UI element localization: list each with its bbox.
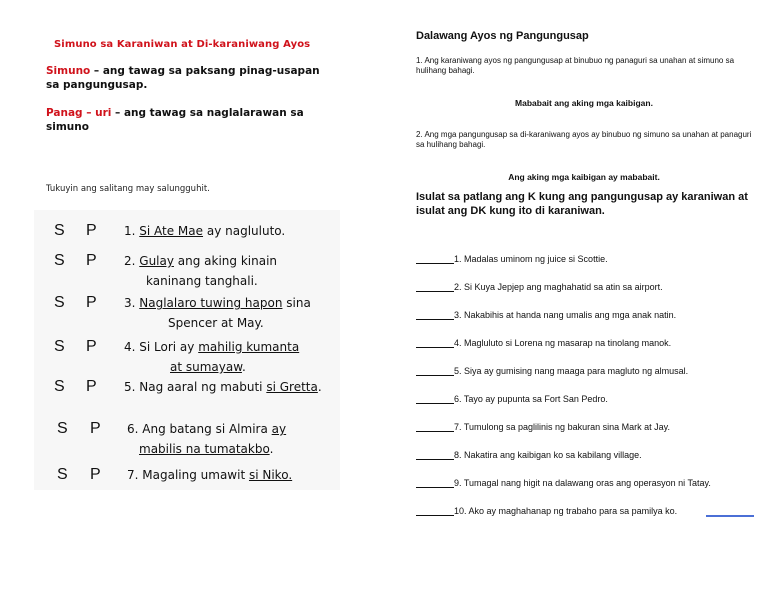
s-option[interactable]: S: [54, 378, 65, 395]
panaguri-term: Panag – uri: [46, 107, 112, 119]
simuno-definition: [46, 64, 336, 92]
answer-item-6: 6. Tayo ay pupunta sa Fort San Pedro.: [416, 394, 608, 404]
p-option[interactable]: P: [86, 378, 97, 395]
sentence-2-line2: kaninang tanghali.: [146, 274, 258, 288]
p-option[interactable]: P: [86, 294, 97, 311]
answer-item-7: 7. Tumulong sa paglilinis ng bakuran sina Mark at Jay.: [416, 422, 670, 432]
answer-item-9: 9. Tumagal nang higit na dalawang oras ang operasyon ni Tatay.: [416, 478, 711, 488]
sentence-6-line2: mabilis na tumatakbo.: [139, 442, 274, 456]
sentence-3: 3. Naglalaro tuwing hapon sina: [124, 296, 311, 310]
sentence-4: 4. Si Lori ay mahilig kumanta: [124, 340, 300, 354]
answer-blank[interactable]: [416, 338, 454, 348]
p-option[interactable]: P: [86, 222, 97, 239]
sentence-5: 5. Nag aaral ng mabuti si Gretta.: [124, 380, 322, 394]
sentence-2: 2. Gulay ang aking kinain: [124, 254, 278, 268]
answer-blank[interactable]: [416, 394, 454, 404]
answer-item-4: 4. Magluluto si Lorena ng masarap na tinolang manok.: [416, 338, 671, 348]
right-instruction: Isulat sa patlang ang K kung ang pangungusap ay karaniwan at isulat ang DK kung ito di karaniwan.: [416, 191, 748, 217]
s-option[interactable]: S: [54, 294, 65, 311]
example-1: Mababait ang aking mga kaibigan.: [515, 98, 653, 108]
answer-item-10: 10. Ako ay maghahanap ng trabaho para sa pamilya ko.: [416, 506, 677, 516]
rule-2: 2. Ang mga pangungusap sa di-karaniwang ayos ay binubuo ng simuno sa unahan at panaguri sa hulihang bahagi.: [416, 130, 752, 149]
p-option[interactable]: P: [90, 420, 101, 437]
s-option[interactable]: S: [57, 420, 68, 437]
s-option[interactable]: S: [57, 466, 68, 483]
left-worksheet-title: Simuno sa Karaniwan at Di-karaniwang Ayos: [54, 39, 311, 50]
s-option[interactable]: S: [54, 252, 65, 269]
panaguri-definition: [46, 106, 336, 134]
sentence-6: 6. Ang batang si Almira ay: [127, 422, 287, 436]
answer-blank[interactable]: [416, 254, 454, 264]
sentence-3-line2: Spencer at May.: [168, 316, 264, 330]
answer-blank[interactable]: [416, 506, 454, 516]
answer-blank[interactable]: [416, 282, 454, 292]
answer-item-8: 8. Nakatira ang kaibigan ko sa kabilang village.: [416, 450, 642, 460]
sentence-1: 1. Si Ate Mae ay nagluluto.: [124, 224, 286, 238]
simuno-def-text: – ang tawag sa paksang pinag-usapan sa pangungusap.: [46, 65, 320, 91]
answer-blank[interactable]: [416, 478, 454, 488]
blue-underline-mark: [706, 515, 754, 517]
rule-1: 1. Ang karaniwang ayos ng pangungusap at binubuo ng panaguri sa unahan at simuno sa hulihang bahagi.: [416, 56, 735, 75]
answer-blank[interactable]: [416, 422, 454, 432]
answer-item-1: 1. Madalas uminom ng juice si Scottie.: [416, 254, 608, 264]
p-option[interactable]: P: [90, 466, 101, 483]
right-worksheet-title: Dalawang Ayos ng Pangungusap: [416, 30, 589, 42]
sentence-7: 7. Magaling umawit si Niko.: [127, 468, 293, 482]
s-option[interactable]: S: [54, 222, 65, 239]
answer-item-5: 5. Siya ay gumising nang maaga para magluto ng almusal.: [416, 366, 688, 376]
answer-blank[interactable]: [416, 450, 454, 460]
answer-item-2: 2. Si Kuya Jepjep ang maghahatid sa atin sa airport.: [416, 282, 663, 292]
sp-exercise-panel: [34, 210, 340, 490]
s-option[interactable]: S: [54, 338, 65, 355]
answer-blank[interactable]: [416, 366, 454, 376]
panaguri-def-text: – ang tawag sa naglalarawan sa simuno: [46, 107, 304, 133]
sentence-4-line2: at sumayaw.: [170, 360, 246, 374]
answer-item-3: 3. Nakabihis at handa nang umalis ang mga anak natin.: [416, 310, 676, 320]
p-option[interactable]: P: [86, 338, 97, 355]
simuno-term: Simuno: [46, 65, 91, 77]
example-2: Ang aking mga kaibigan ay mababait.: [508, 172, 660, 182]
left-instruction: Tukuyin ang salitang may salungguhit.: [46, 184, 210, 194]
p-option[interactable]: P: [86, 252, 97, 269]
answer-blank[interactable]: [416, 310, 454, 320]
